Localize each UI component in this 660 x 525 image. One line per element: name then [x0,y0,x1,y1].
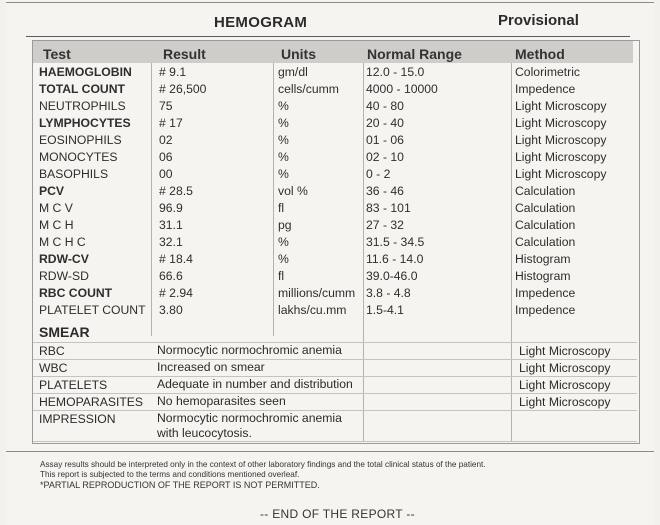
table-row [33,217,633,234]
test-units: pg [278,218,292,232]
test-units: cells/cumm [278,82,339,96]
normal-range: 1.5-4.1 [366,303,404,317]
smear-row [33,377,633,394]
report-title: HEMOGRAM [214,14,308,31]
smear-row [33,360,633,377]
normal-range: 39.0-46.0 [366,269,418,283]
test-units: % [278,167,289,181]
normal-range: 0 - 2 [366,167,391,181]
test-method: Histogram [515,252,571,266]
test-method: Histogram [515,269,571,283]
smear-label: IMPRESSION [39,412,116,426]
normal-range: 36 - 46 [366,184,404,198]
normal-range: 3.8 - 4.8 [366,286,411,300]
test-method: Calculation [515,184,576,198]
test-result: 31.1 [159,218,183,232]
smear-label: HEMOPARASITES [39,395,144,409]
test-units: vol % [278,184,308,198]
test-name: RDW-SD [39,269,89,283]
test-name: NEUTROPHILS [39,99,126,113]
smear-method: Light Microscopy [519,344,611,358]
test-method: Light Microscopy [515,116,607,130]
test-name: LYMPHOCYTES [39,116,131,130]
col-range: Normal Range [367,46,462,62]
footer-line-1: Assay results should be interpreted only in the context of other laboratory findings and the total clinical status of the patient. [40,460,486,469]
test-result: 02 [159,133,173,147]
test-result: # 28.5 [159,184,193,198]
normal-range: 40 - 80 [366,99,404,113]
table-row [33,183,633,200]
test-method: Calculation [515,218,576,232]
normal-range: 20 - 40 [366,116,404,130]
test-result: 96.9 [159,201,183,215]
normal-range: 31.5 - 34.5 [366,235,425,249]
test-name: M C H [39,218,74,232]
test-name: MONOCYTES [39,150,118,164]
smear-method: Light Microscopy [519,395,611,409]
top-rule [6,2,654,3]
col-test: Test [43,46,71,62]
end-of-report: -- END OF THE REPORT -- [260,507,415,521]
smear-value-line: Normocytic normochromic anemia [157,411,342,425]
smear-value [157,411,367,441]
test-method: Impedence [515,303,576,317]
col-result: Result [163,46,206,62]
test-result: # 26,500 [159,82,207,96]
smear-value-line: Increased on smear [157,360,265,374]
table-row [33,149,633,166]
report-status: Provisional [498,12,579,29]
test-method: Calculation [515,235,576,249]
footer-rule [6,451,654,452]
test-method: Light Microscopy [515,99,607,113]
test-units: % [278,235,289,249]
table-row [33,64,633,81]
smear-row [33,394,633,411]
test-units: % [278,116,289,130]
smear-method: Light Microscopy [519,361,611,375]
smear-value [157,343,367,358]
test-method: Impedence [515,82,576,96]
test-units: millions/cumm [278,286,356,300]
test-units: fl [278,269,285,283]
test-method: Impedence [515,286,576,300]
normal-range: 83 - 101 [366,201,411,215]
table-row [33,285,633,302]
smear-value [157,394,367,409]
table-row [33,115,633,132]
table-row [33,302,633,319]
smear-value-line: No hemoparasites seen [157,394,286,408]
table-row [33,200,633,217]
test-name: TOTAL COUNT [39,82,125,96]
test-name: RBC COUNT [39,286,113,300]
test-units: lakhs/cu.mm [278,303,347,317]
test-result: 32.1 [159,235,183,249]
table-row [33,132,633,149]
test-units: % [278,99,289,113]
test-result: 06 [159,150,173,164]
table-row [33,166,633,183]
test-result: # 17 [159,116,183,130]
smear-row [33,411,633,440]
smear-label: PLATELETS [39,378,108,392]
test-units: % [278,252,289,266]
smear-label: WBC [39,361,68,375]
report-page [6,0,654,525]
test-method: Light Microscopy [515,133,607,147]
test-result: 75 [159,99,173,113]
table-row [33,81,633,98]
test-method: Light Microscopy [515,150,607,164]
test-result: # 2.94 [159,286,193,300]
smear-method: Light Microscopy [519,378,611,392]
hemogram-table [32,40,640,444]
col-units: Units [281,46,316,62]
normal-range: 11.6 - 14.0 [366,252,424,266]
smear-value [157,377,367,392]
test-name: M C V [39,201,73,215]
test-name: PLATELET COUNT [39,303,146,317]
normal-range: 27 - 32 [366,218,404,232]
test-method: Calculation [515,201,576,215]
smear-label: RBC [39,344,65,358]
table-row [33,98,633,115]
table-row [33,268,633,285]
test-result: # 9.1 [159,65,187,79]
header-rule [26,36,630,37]
test-name: PCV [39,184,65,198]
test-units: % [278,133,289,147]
smear-row [33,343,633,360]
footer-line-3: *PARTIAL REPRODUCTION OF THE REPORT IS NOT PERMITTED. [40,480,320,490]
smear-value-line: with leucocytosis. [157,426,252,440]
col-method: Method [515,46,565,62]
normal-range: 01 - 06 [366,133,404,147]
test-name: BASOPHILS [39,167,109,181]
smear-value-line: Adequate in number and distribution [157,377,353,391]
table-row [33,251,633,268]
test-result: 3.80 [159,303,183,317]
test-method: Light Microscopy [515,167,607,181]
table-header [33,41,633,63]
test-name: EOSINOPHILS [39,133,122,147]
test-result: 00 [159,167,173,181]
row-divider [33,441,637,442]
smear-heading: SMEAR [39,324,90,340]
test-name: RDW-CV [39,252,89,266]
test-result: 66.6 [159,269,183,283]
normal-range: 12.0 - 15.0 [366,65,425,79]
smear-value-line: Normocytic normochromic anemia [157,343,342,357]
normal-range: 02 - 10 [366,150,404,164]
smear-value [157,360,367,375]
test-units: fl [278,201,285,215]
test-name: HAEMOGLOBIN [39,65,132,79]
footer-line-2: This report is subjected to the terms and conditions mentioned overleaf. [40,470,300,479]
table-row [33,234,633,251]
test-result: # 18.4 [159,252,193,266]
test-name: M C H C [39,235,86,249]
test-units: gm/dl [278,65,308,79]
test-method: Colorimetric [515,65,581,79]
normal-range: 4000 - 10000 [366,82,438,96]
footer-notes [40,460,640,490]
test-units: % [278,150,289,164]
